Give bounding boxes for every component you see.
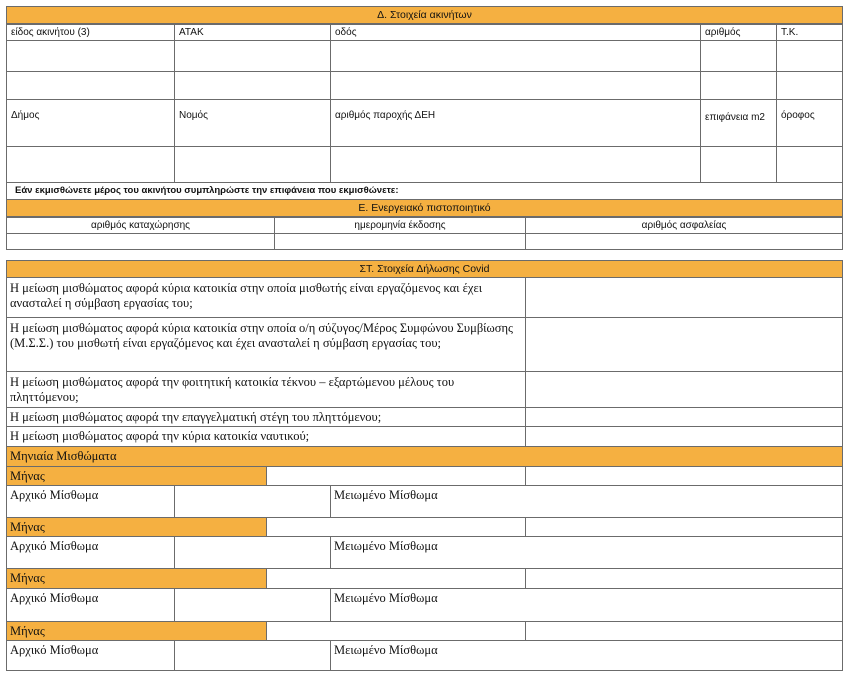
issue-date-field[interactable] — [274, 233, 526, 250]
property-type-field[interactable] — [6, 40, 175, 72]
month-field-extra[interactable] — [525, 621, 843, 641]
reduced-rent-label[interactable]: Μειωμένο Μίσθωμα — [330, 588, 843, 622]
section-d-input-row-3 — [6, 146, 843, 183]
section-e-title: Ε. Ενεργειακό πιστοποιητικό — [358, 202, 491, 214]
month-field[interactable] — [266, 517, 526, 537]
covid-item-text: Η μείωση μισθώματος αφορά την κύρια κατοικία ναυτικού; — [6, 426, 526, 447]
section-e-input-row — [6, 233, 843, 250]
month-row — [6, 568, 843, 589]
rent-row — [6, 588, 843, 622]
issue-date-label: ημερομηνία έκδοσης — [274, 217, 526, 234]
rent-row — [6, 485, 843, 518]
rent-row — [6, 536, 843, 569]
area-field[interactable] — [700, 146, 777, 183]
floor-field[interactable] — [776, 146, 843, 183]
postcode-label: Τ.Κ. — [776, 24, 843, 41]
month-row — [6, 466, 843, 486]
security-number-label: αριθμός ασφαλείας — [525, 217, 843, 234]
covid-item-answer[interactable] — [525, 371, 843, 408]
month-label: Μήνας — [6, 621, 267, 641]
covid-item-row-4 — [6, 407, 843, 427]
property-type-label: είδος ακινήτου (3) — [6, 24, 175, 41]
street-field-2[interactable] — [330, 71, 701, 100]
postcode-field[interactable] — [776, 40, 843, 72]
municipality-label: Δήμος — [6, 99, 175, 147]
section-d-input-row-1 — [6, 40, 843, 72]
rent-row — [6, 640, 843, 671]
original-rent-label: Αρχικό Μίσθωμα — [6, 640, 175, 671]
covid-item-text: Η μείωση μισθώματος αφορά την φοιτητική κατοικία τέκνου – εξαρτώμενου μέλους του πληττόμενου; — [6, 371, 526, 408]
number-label: αριθμός — [700, 24, 777, 41]
month-label: Μήνας — [6, 568, 267, 589]
registration-number-label: αριθμός καταχώρησης — [6, 217, 275, 234]
number-field-2[interactable] — [700, 71, 777, 100]
month-field[interactable] — [266, 466, 526, 486]
property-type-field-2[interactable] — [6, 71, 175, 100]
covid-item-row-1 — [6, 277, 843, 318]
section-d-title: Δ. Στοιχεία ακινήτων — [377, 9, 472, 21]
reduced-rent-label[interactable]: Μειωμένο Μίσθωμα — [330, 536, 843, 569]
covid-item-text: Η μείωση μισθώματος αφορά κύρια κατοικία στην οποία μισθωτής είναι εργαζόμενος και έχει ανασταλεί η σύμβαση εργασίας του; — [6, 277, 526, 318]
monthly-rents-title: Μηνιαία Μισθώματα — [6, 446, 843, 467]
section-e-labels-row — [6, 217, 843, 234]
dei-number-label: αριθμός παροχής ΔΕΗ — [330, 99, 701, 147]
security-number-field[interactable] — [525, 233, 843, 250]
month-label: Μήνας — [6, 466, 267, 486]
section-d-input-row-2 — [6, 71, 843, 100]
month-row — [6, 621, 843, 641]
original-rent-field[interactable] — [174, 640, 331, 671]
covid-item-answer[interactable] — [525, 407, 843, 427]
month-row — [6, 517, 843, 537]
partial-rent-note[interactable]: Εάν εκμισθώνετε μέρος του ακινήτου συμπληρώστε την επιφάνεια που εκμισθώνετε: — [6, 182, 843, 200]
original-rent-field[interactable] — [174, 536, 331, 569]
covid-item-row-5 — [6, 426, 843, 447]
atak-label: ΑΤΑΚ — [174, 24, 331, 41]
street-field[interactable] — [330, 40, 701, 72]
month-field-extra[interactable] — [525, 568, 843, 589]
original-rent-field[interactable] — [174, 588, 331, 622]
section-d-header — [6, 6, 843, 24]
original-rent-field[interactable] — [174, 485, 331, 518]
monthly-rents-header — [6, 446, 843, 467]
month-label: Μήνας — [6, 517, 267, 537]
covid-item-row-2 — [6, 317, 843, 372]
section-st-title: ΣΤ. Στοιχεία Δήλωσης Covid — [359, 263, 490, 275]
form-frame — [6, 6, 843, 670]
covid-item-answer[interactable] — [525, 426, 843, 447]
section-e-header — [6, 199, 843, 217]
covid-item-text: Η μείωση μισθώματος αφορά την επαγγελματική στέγη του πληττόμενου; — [6, 407, 526, 427]
original-rent-label: Αρχικό Μίσθωμα — [6, 485, 175, 518]
partial-note-row — [6, 182, 843, 200]
dei-number-field[interactable] — [330, 146, 701, 183]
municipality-field[interactable] — [6, 146, 175, 183]
month-field-extra[interactable] — [525, 466, 843, 486]
street-label: οδός — [330, 24, 701, 41]
section-d-labels-row — [6, 24, 843, 41]
area-label: επιφάνεια m2 — [700, 99, 777, 147]
registration-number-field[interactable] — [6, 233, 275, 250]
month-field-extra[interactable] — [525, 517, 843, 537]
postcode-field-2[interactable] — [776, 71, 843, 100]
number-field[interactable] — [700, 40, 777, 72]
original-rent-label: Αρχικό Μίσθωμα — [6, 536, 175, 569]
original-rent-label: Αρχικό Μίσθωμα — [6, 588, 175, 622]
month-field[interactable] — [266, 621, 526, 641]
covid-item-text: Η μείωση μισθώματος αφορά κύρια κατοικία στην οποία ο/η σύζυγος/Μέρος Συμφώνου Συμβίωσης (Μ.Σ.Σ.) του μισθωτή είναι εργαζόμενος και έχει ανασταλεί η σύμβαση εργασίας του; — [6, 317, 526, 372]
covid-item-row-3 — [6, 371, 843, 408]
section-st-header — [6, 260, 843, 278]
reduced-rent-label[interactable]: Μειωμένο Μίσθωμα — [330, 640, 843, 671]
atak-field-2[interactable] — [174, 71, 331, 100]
atak-field[interactable] — [174, 40, 331, 72]
prefecture-label: Νομός — [174, 99, 331, 147]
month-field[interactable] — [266, 568, 526, 589]
floor-label: όροφος — [776, 99, 843, 147]
covid-item-answer[interactable] — [525, 317, 843, 372]
prefecture-field[interactable] — [174, 146, 331, 183]
covid-item-answer[interactable] — [525, 277, 843, 318]
section-d-labels-row-2 — [6, 99, 843, 147]
reduced-rent-label[interactable]: Μειωμένο Μίσθωμα — [330, 485, 843, 518]
